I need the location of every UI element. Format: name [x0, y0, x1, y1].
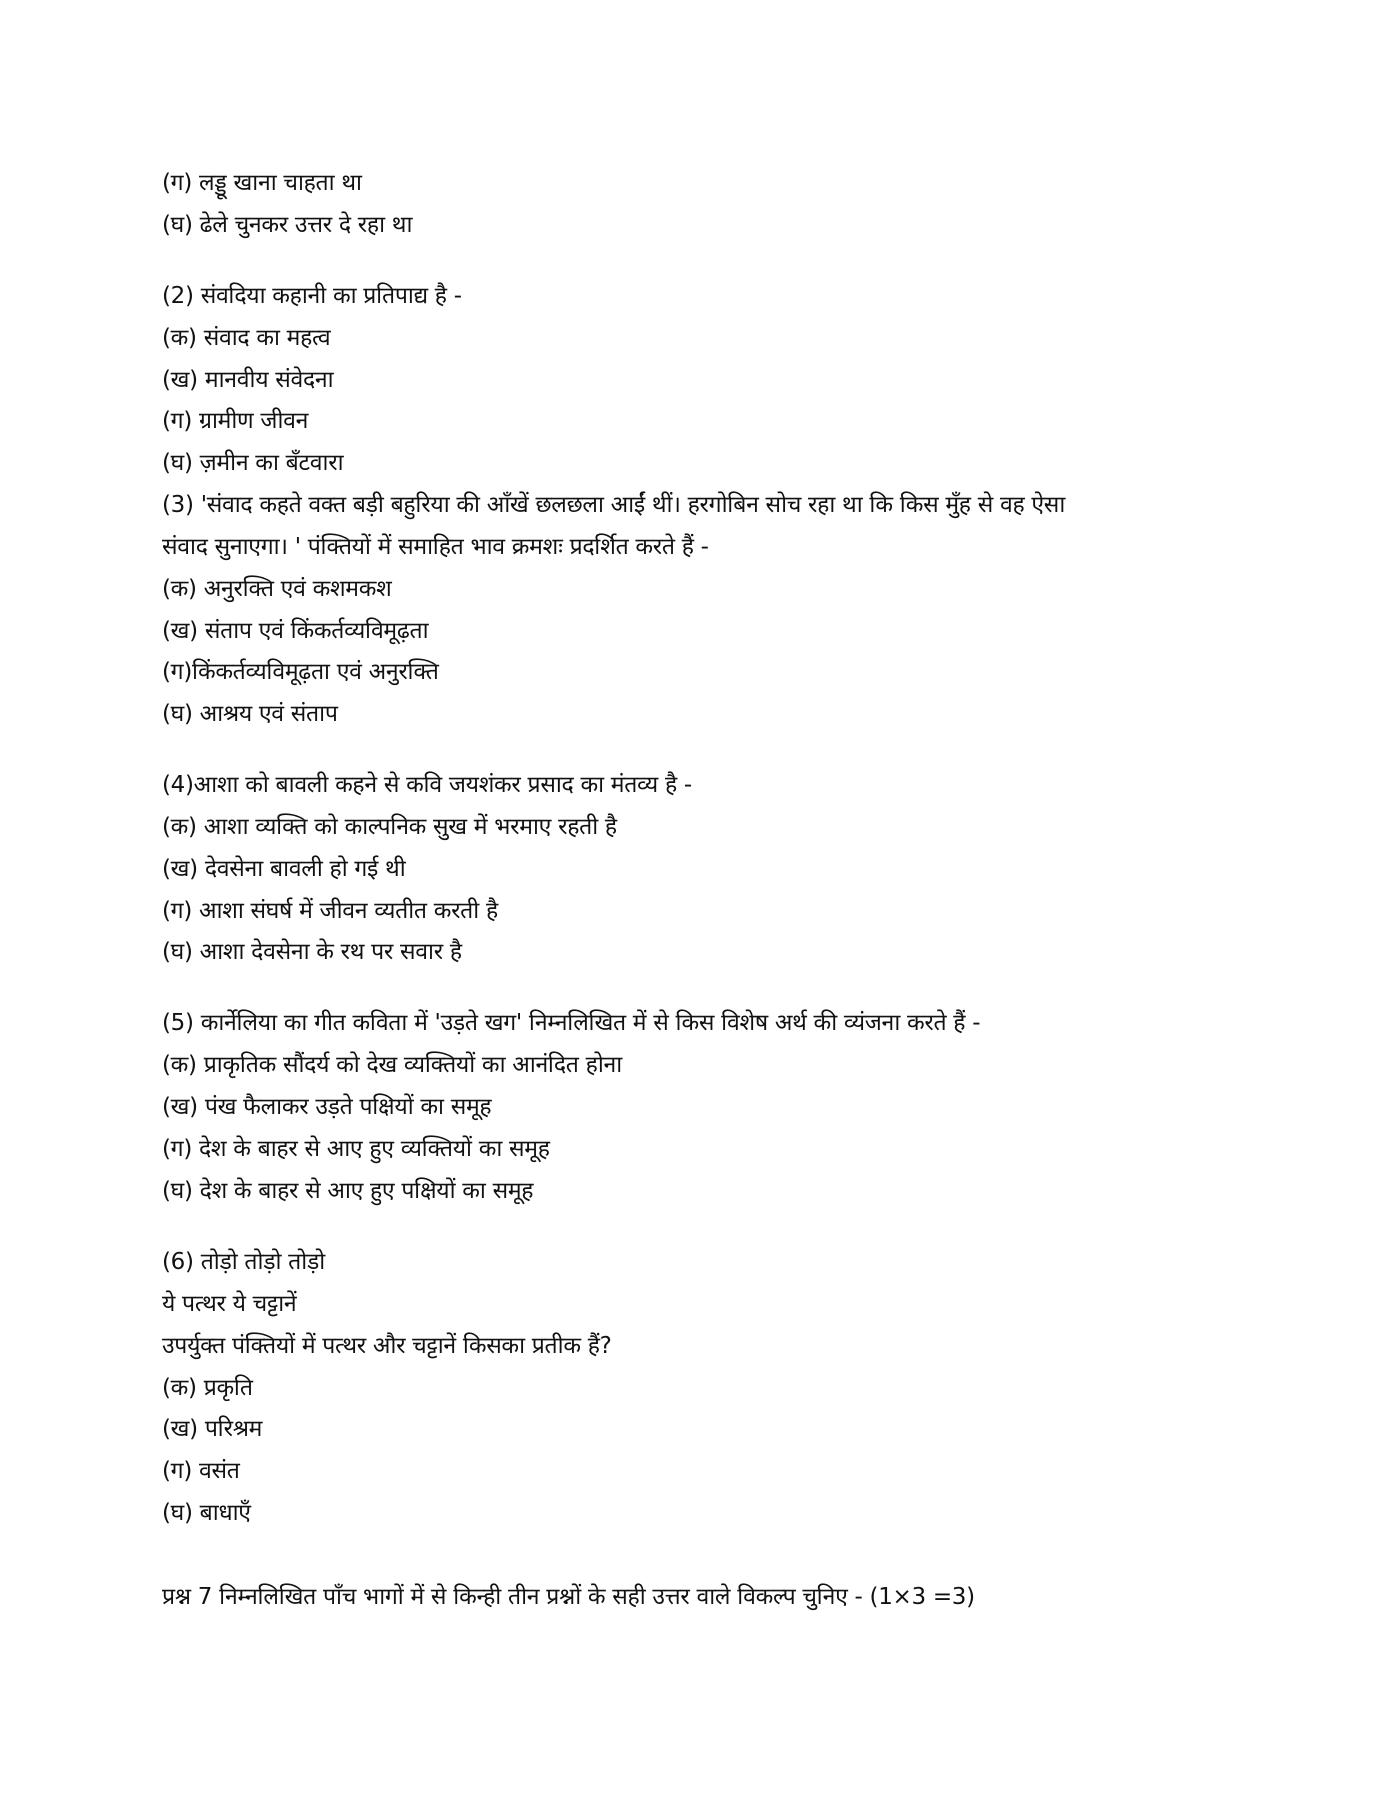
q3-opt-ga: (ग)किंकर्तव्यविमूढ़ता एवं अनुरक्ति [162, 659, 439, 685]
q1-opt-ga: (ग) लड्डू खाना चाहता था [162, 170, 362, 196]
q5-question: (5) कार्नेलिया का गीत कविता में 'उड़ते खग' निम्नलिखित में से किस विशेष अर्थ की व्यंजना करते हैं - [162, 1010, 981, 1036]
q3-opt-ka: (क) अनुरक्ति एवं कशमकश [162, 576, 392, 602]
q6-opt-ga: (ग) वसंत [162, 1458, 240, 1484]
q2-question: (2) संवदिया कहानी का प्रतिपाद्य है - [162, 283, 462, 309]
q4-opt-kha: (ख) देवसेना बावली हो गई थी [162, 856, 406, 882]
q6-poem-line2: ये पत्थर ये चट्टानें [162, 1291, 297, 1317]
q4-question: (4)आशा को बावली कहने से कवि जयशंकर प्रसाद का मंतव्य है - [162, 772, 692, 798]
q7-heading: प्रश्न 7 निम्नलिखित पाँच भागों में से किन्ही तीन प्रश्नों के सही उत्तर वाले विकल्प चुनिए - (1×3 =3) [162, 1584, 975, 1610]
q5-opt-ka: (क) प्राकृतिक सौंदर्य को देख व्यक्तियों का आनंदित होना [162, 1052, 622, 1078]
q5-opt-kha: (ख) पंख फैलाकर उड़ते पक्षियों का समूह [162, 1094, 492, 1120]
q6-opt-gha: (घ) बाधाएँ [162, 1500, 251, 1526]
q6-opt-ka: (क) प्रकृति [162, 1375, 253, 1401]
q1-opt-gha: (घ) ढेले चुनकर उत्तर दे रहा था [162, 212, 413, 238]
q4-opt-ka: (क) आशा व्यक्ति को काल्पनिक सुख में भरमाए रहती है [162, 814, 617, 840]
q4-opt-ga: (ग) आशा संघर्ष में जीवन व्यतीत करती है [162, 898, 498, 924]
q4-opt-gha: (घ) आशा देवसेना के रथ पर सवार है [162, 939, 462, 965]
q2-opt-ka: (क) संवाद का महत्व [162, 325, 331, 351]
q5-opt-ga: (ग) देश के बाहर से आए हुए व्यक्तियों का समूह [162, 1136, 550, 1162]
q5-opt-gha: (घ) देश के बाहर से आए हुए पक्षियों का समूह [162, 1178, 534, 1204]
q6-opt-kha: (ख) परिश्रम [162, 1416, 263, 1442]
q3-opt-kha: (ख) संताप एवं किंकर्तव्यविमूढ़ता [162, 618, 429, 644]
q6-question: उपर्युक्त पंक्तियों में पत्थर और चट्टानें किसका प्रतीक हैं? [162, 1333, 612, 1359]
q2-opt-gha: (घ) ज़मीन का बँटवारा [162, 450, 344, 476]
q3-question-line1: (3) 'संवाद कहते वक्त बड़ी बहुरिया की आँखें छलछला आईं थीं। हरगोबिन सोच रहा था कि किस मुँह से वह ऐसा [162, 492, 1065, 518]
q3-question-line2: संवाद सुनाएगा। ' पंक्तियों में समाहित भाव क्रमशः प्रदर्शित करते हैं - [162, 534, 709, 560]
q3-opt-gha: (घ) आश्रय एवं संताप [162, 701, 338, 727]
q6-poem-line1: (6) तोड़ो तोड़ो तोड़ो [162, 1249, 325, 1275]
q2-opt-kha: (ख) मानवीय संवेदना [162, 367, 334, 393]
q2-opt-ga: (ग) ग्रामीण जीवन [162, 408, 309, 434]
